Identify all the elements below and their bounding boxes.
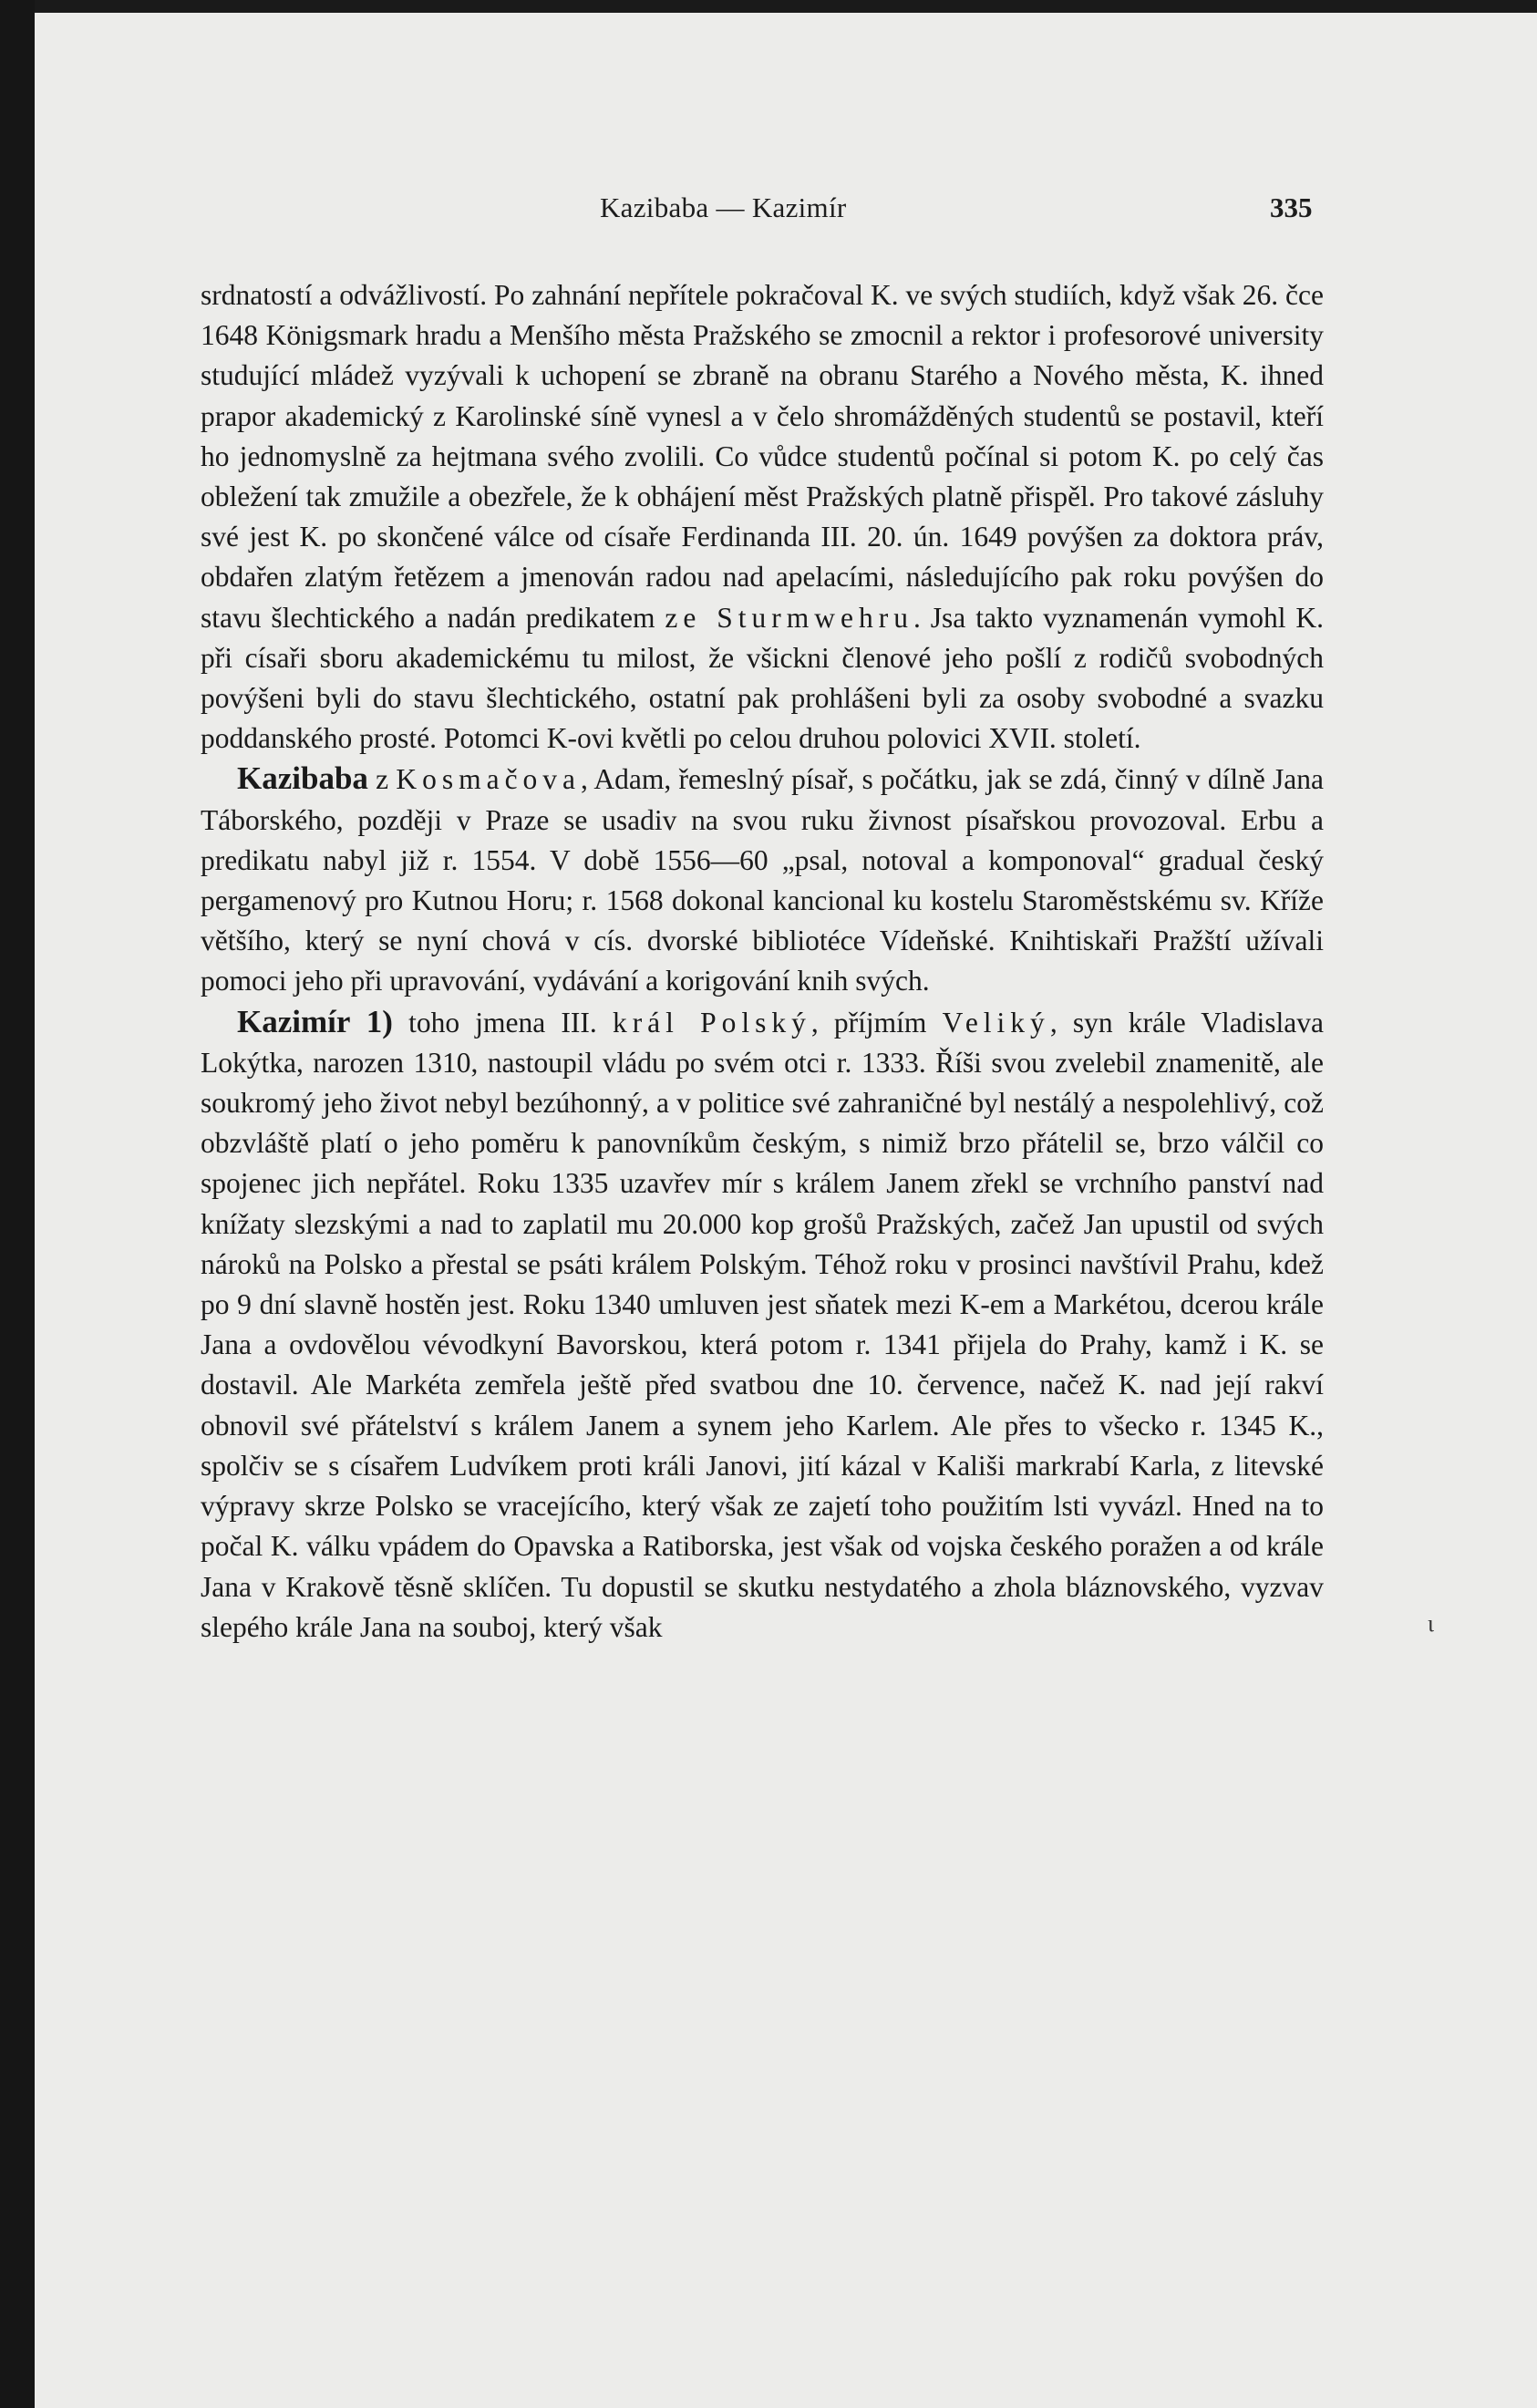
body-text [201,275,1324,1648]
continuation-text-2: . Jsa takto vyznamenán vymohl K. při císaři sboru akademickému tu milost, že všickni členové jeho pošlí z rodičů svobodných povýšeni byli do stavu šlechtického, ostatní pak prohlášeni byli za osoby svobodné a svazku poddanského prosté. Potomci K-ovi květli po celou druhou polovici XVII. století. [201,601,1324,755]
running-title: Kazibaba — Kazimír [600,191,847,223]
kazibaba-prefix: z [367,763,397,796]
entry-continuation [201,275,1324,759]
headword-kazibaba: Kazibaba [237,760,368,797]
headword-kazimir: Kazimír 1) [237,1003,393,1039]
page-header [35,191,1537,233]
scan-dark-edge [0,0,35,2408]
page-number: 335 [1270,191,1313,223]
kazimir-title: král Polský [612,1006,811,1039]
kazibaba-text: , Adam, řemeslný písař, s počátku, jak se zdá, činný v dílně Jana Táborského, později v Praze se usadiv na svou ruku živnost písařskou provozoval. Erbu a predikatu nabyl již r. 1554. V době 1556—60 „psal, notoval a komponoval“ gradual český pergamenový pro Kutnou Horu; r. 1568 dokonal kancional ku kostelu Staroměstskému sv. Kříže většího, který se nyní chová v cís. dvorské bibliotéce Vídeňské. Knihtiskaři Pražští užívali pomoci jeho při upravování, vydávání a korigování knih svých. [201,763,1324,997]
entry-kazibaba [201,759,1324,1001]
kazimir-epithet: Veliký [942,1006,1050,1039]
kazimir-text-3: , syn krále Vladislava Lokýtka, narozen 1310, nastoupil vládu po svém otci r. 1333. Říši svou zvelebil znamenitě, ale soukromý jeho život nebyl bezúhonný, a v politice své zahraničné byl nestálý a nespolehlivý, což obzvláště platí o jeho poměru k panovníkům českým, s nimiž brzo přátelil se, brzo válčil co spojenec jich nepřátel. Roku 1335 uzavřev mír s králem Janem zřekl se vrchního panství nad knížaty slezskými a nad to zaplatil mu 20.000 kop grošů Pražských, začež Jan upustil od svých nároků na Polsko a přestal se psáti králem Polským. Téhož roku v prosinci navštívil Prahu, kdež po 9 dní slavně hostěn jest. Roku 1340 umluven jest sňatek mezi K-em a Markétou, dcerou krále Jana a ovdovělou vévodkyní Bavorskou, která potom r. 1341 přijela do Prahy, kamž i K. se dostavil. Ale Markéta zemřela ještě před svatbou dne 10. července, načež K. nad její rakví obnovil své přátelství s králem Janem a synem jeho Karlem. Ale přes to všecko r. 1345 K., spolčiv se s císařem Ludvíkem proti králi Janovi, jití kázal v Kališi markrabí Karla, z litevské výpravy skrze Polsko se vracejícího, který však ze zajetí toho použitím lsti vyvázl. Hned na to počal K. válku vpádem do Opavska a Ratiborska, jest však od vojska českého poražen a od krále Jana v Krakově těsně sklíčen. Tu dopustil se skutku nestydatého a zhola bláznovského, vyzvav slepého krále Jana na souboj, který však [201,1006,1325,1643]
entry-kazimir [201,1002,1324,1648]
kazimir-text-1: toho jmena III. [392,1006,613,1039]
kazibaba-place: Kosmačova [396,763,582,796]
kazimir-text-2: , příjmím [810,1006,943,1039]
continuation-text-1: srdnatostí a odvážlivostí. Po zahnání nepřítele pokračoval K. ve svých studiích, když však 26. čce 1648 Königsmark hradu a Menšího města Pražského se zmocnil a rektor i profesorové university studující mládež vyzývali k uchopení se zbraně na obranu Starého a Nového města, K. ihned prapor akademický z Karolinské síně vynesl a v čelo shromážděných studentů se postavil, kteří ho jednomyslně za hejtmana svého zvolili. Co vůdce studentů počínal si potom K. po celý čas obležení tak zmužile a obezřele, že k obhájení měst Pražských platně přispěl. Pro takové zásluhy své jest K. po skončené válce od císaře Ferdinanda III. 20. ún. 1649 povýšen za doktora práv, obdařen zlatým řetězem a jmenován radou nad apelacími, následujícího pak roku povýšen do stavu šlechtického a nadán predikatem [201,279,1324,634]
margin-mark: ι [1428,1610,1434,1637]
book-page [35,13,1537,2408]
continuation-predicate: ze Sturmwehru [665,601,913,634]
